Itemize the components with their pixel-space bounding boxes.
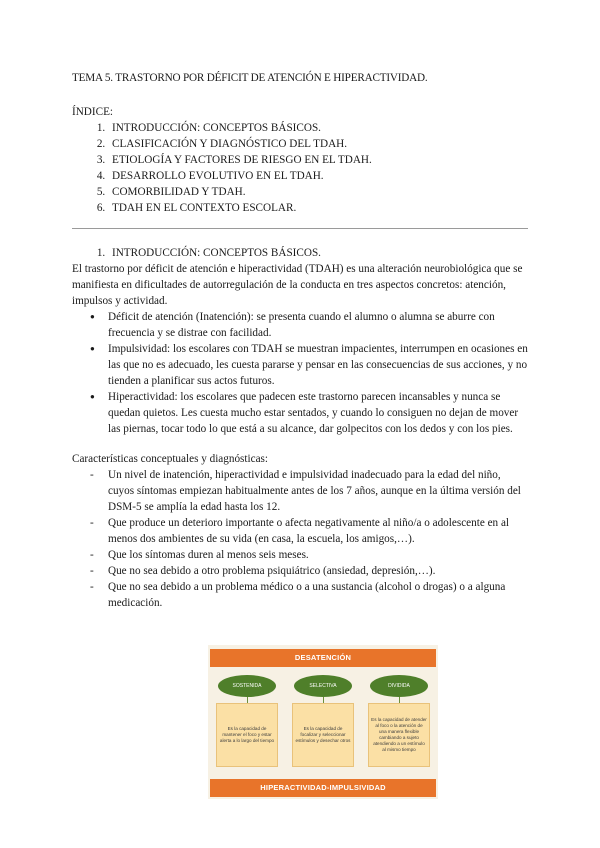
index-item: 5. COMORBILIDAD Y TDAH.: [108, 184, 528, 200]
list-item: - Que no sea debido a un problema médico o a una sustancia (alcohol o drogas) o a alguna medicación.: [108, 579, 528, 611]
intro-paragraph: El trastorno por déficit de atención e hiperactividad (TDAH) es una alteración neurobiológica que se manifiesta en dificultades de autorregulación de la conducta en tres aspectos concretos: atención, impulsos y actividad.: [72, 263, 523, 307]
list-item: - Que no sea debido a otro problema psiquiátrico (ansiedad, depresión,…).: [108, 563, 528, 579]
list-item: - Que produce un deterioro importante o afecta negativamente al niño/a o adolescente en al menos dos ambientes de su vida (en casa, la escuela, los amigos,…).: [108, 515, 528, 547]
index-item: 4. DESARROLLO EVOLUTIVO EN EL TDAH.: [108, 168, 528, 184]
section-heading-list: [72, 245, 528, 261]
characteristics-list: [72, 467, 528, 611]
oval-sostenida: SOSTENIDA: [218, 675, 276, 697]
index-label: ÍNDICE:: [72, 106, 114, 118]
list-item: - Un nivel de inatención, hiperactividad e impulsividad inadecuado para la edad del niño, cuyos síntomas empiezan habitualmente antes de los 7 años, aunque en la última versión del DSM-5 se amplía la edad hasta los 12.: [108, 467, 528, 515]
list-item: ● Impulsividad: los escolares con TDAH se muestran impacientes, interrumpen en ocasiones en las que no es adecuado, les cuesta pararse y pensar en las consecuencias de sus acciones, y no tienden a planificar sus actos futuros.: [108, 341, 528, 389]
index-item: 1. INTRODUCCIÓN: CONCEPTOS BÁSICOS.: [108, 120, 528, 136]
list-item: - Que los síntomas duren al menos seis meses.: [108, 547, 528, 563]
list-item: ● Déficit de atención (Inatención): se presenta cuando el alumno o alumna se aburre con frecuencia y se distrae con facilidad.: [108, 309, 528, 341]
diagram-top-bar: DESATENCIÓN: [210, 649, 436, 667]
box-sostenida: Es la capacidad de mantener el foco y estar alerta a lo largo del tiempo: [216, 703, 278, 767]
index-list: [72, 120, 528, 216]
divider: [72, 228, 528, 229]
attention-diagram: [208, 645, 438, 799]
document-title: TEMA 5. TRASTORNO POR DÉFICIT DE ATENCIÓN E HIPERACTIVIDAD.: [72, 72, 428, 84]
aspects-list: [72, 309, 528, 437]
box-dividida: Es la capacidad de atender al foco o la atención de una manera flexible cambiando a sujeto atendiendo a un estímulo al mismo tiempo: [368, 703, 430, 767]
oval-selectiva: SELECTIVA: [294, 675, 352, 697]
characteristics-label: Características conceptuales y diagnósticas:: [72, 453, 269, 465]
index-item: 2. CLASIFICACIÓN Y DIAGNÓSTICO DEL TDAH.: [108, 136, 528, 152]
box-selectiva: Es la capacidad de focalizar y seleccionar estímulos y desechar otros: [292, 703, 354, 767]
section-heading: 1. INTRODUCCIÓN: CONCEPTOS BÁSICOS.: [108, 245, 528, 261]
index-item: 6. TDAH EN EL CONTEXTO ESCOLAR.: [108, 200, 528, 216]
document-page: [72, 70, 528, 611]
oval-dividida: DIVIDIDA: [370, 675, 428, 697]
list-item: ● Hiperactividad: los escolares que padecen este trastorno parecen incansables y nunca se quedan quietos. Les cuesta mucho estar sentados, y cuando lo consiguen no dejan de mover las piernas, tocar todo lo que está a su alcance, dar golpecitos con los dedos y con los pies.: [108, 389, 528, 437]
diagram-bottom-bar: HIPERACTIVIDAD-IMPULSIVIDAD: [210, 779, 436, 797]
index-item: 3. ETIOLOGÍA Y FACTORES DE RIESGO EN EL TDAH.: [108, 152, 528, 168]
